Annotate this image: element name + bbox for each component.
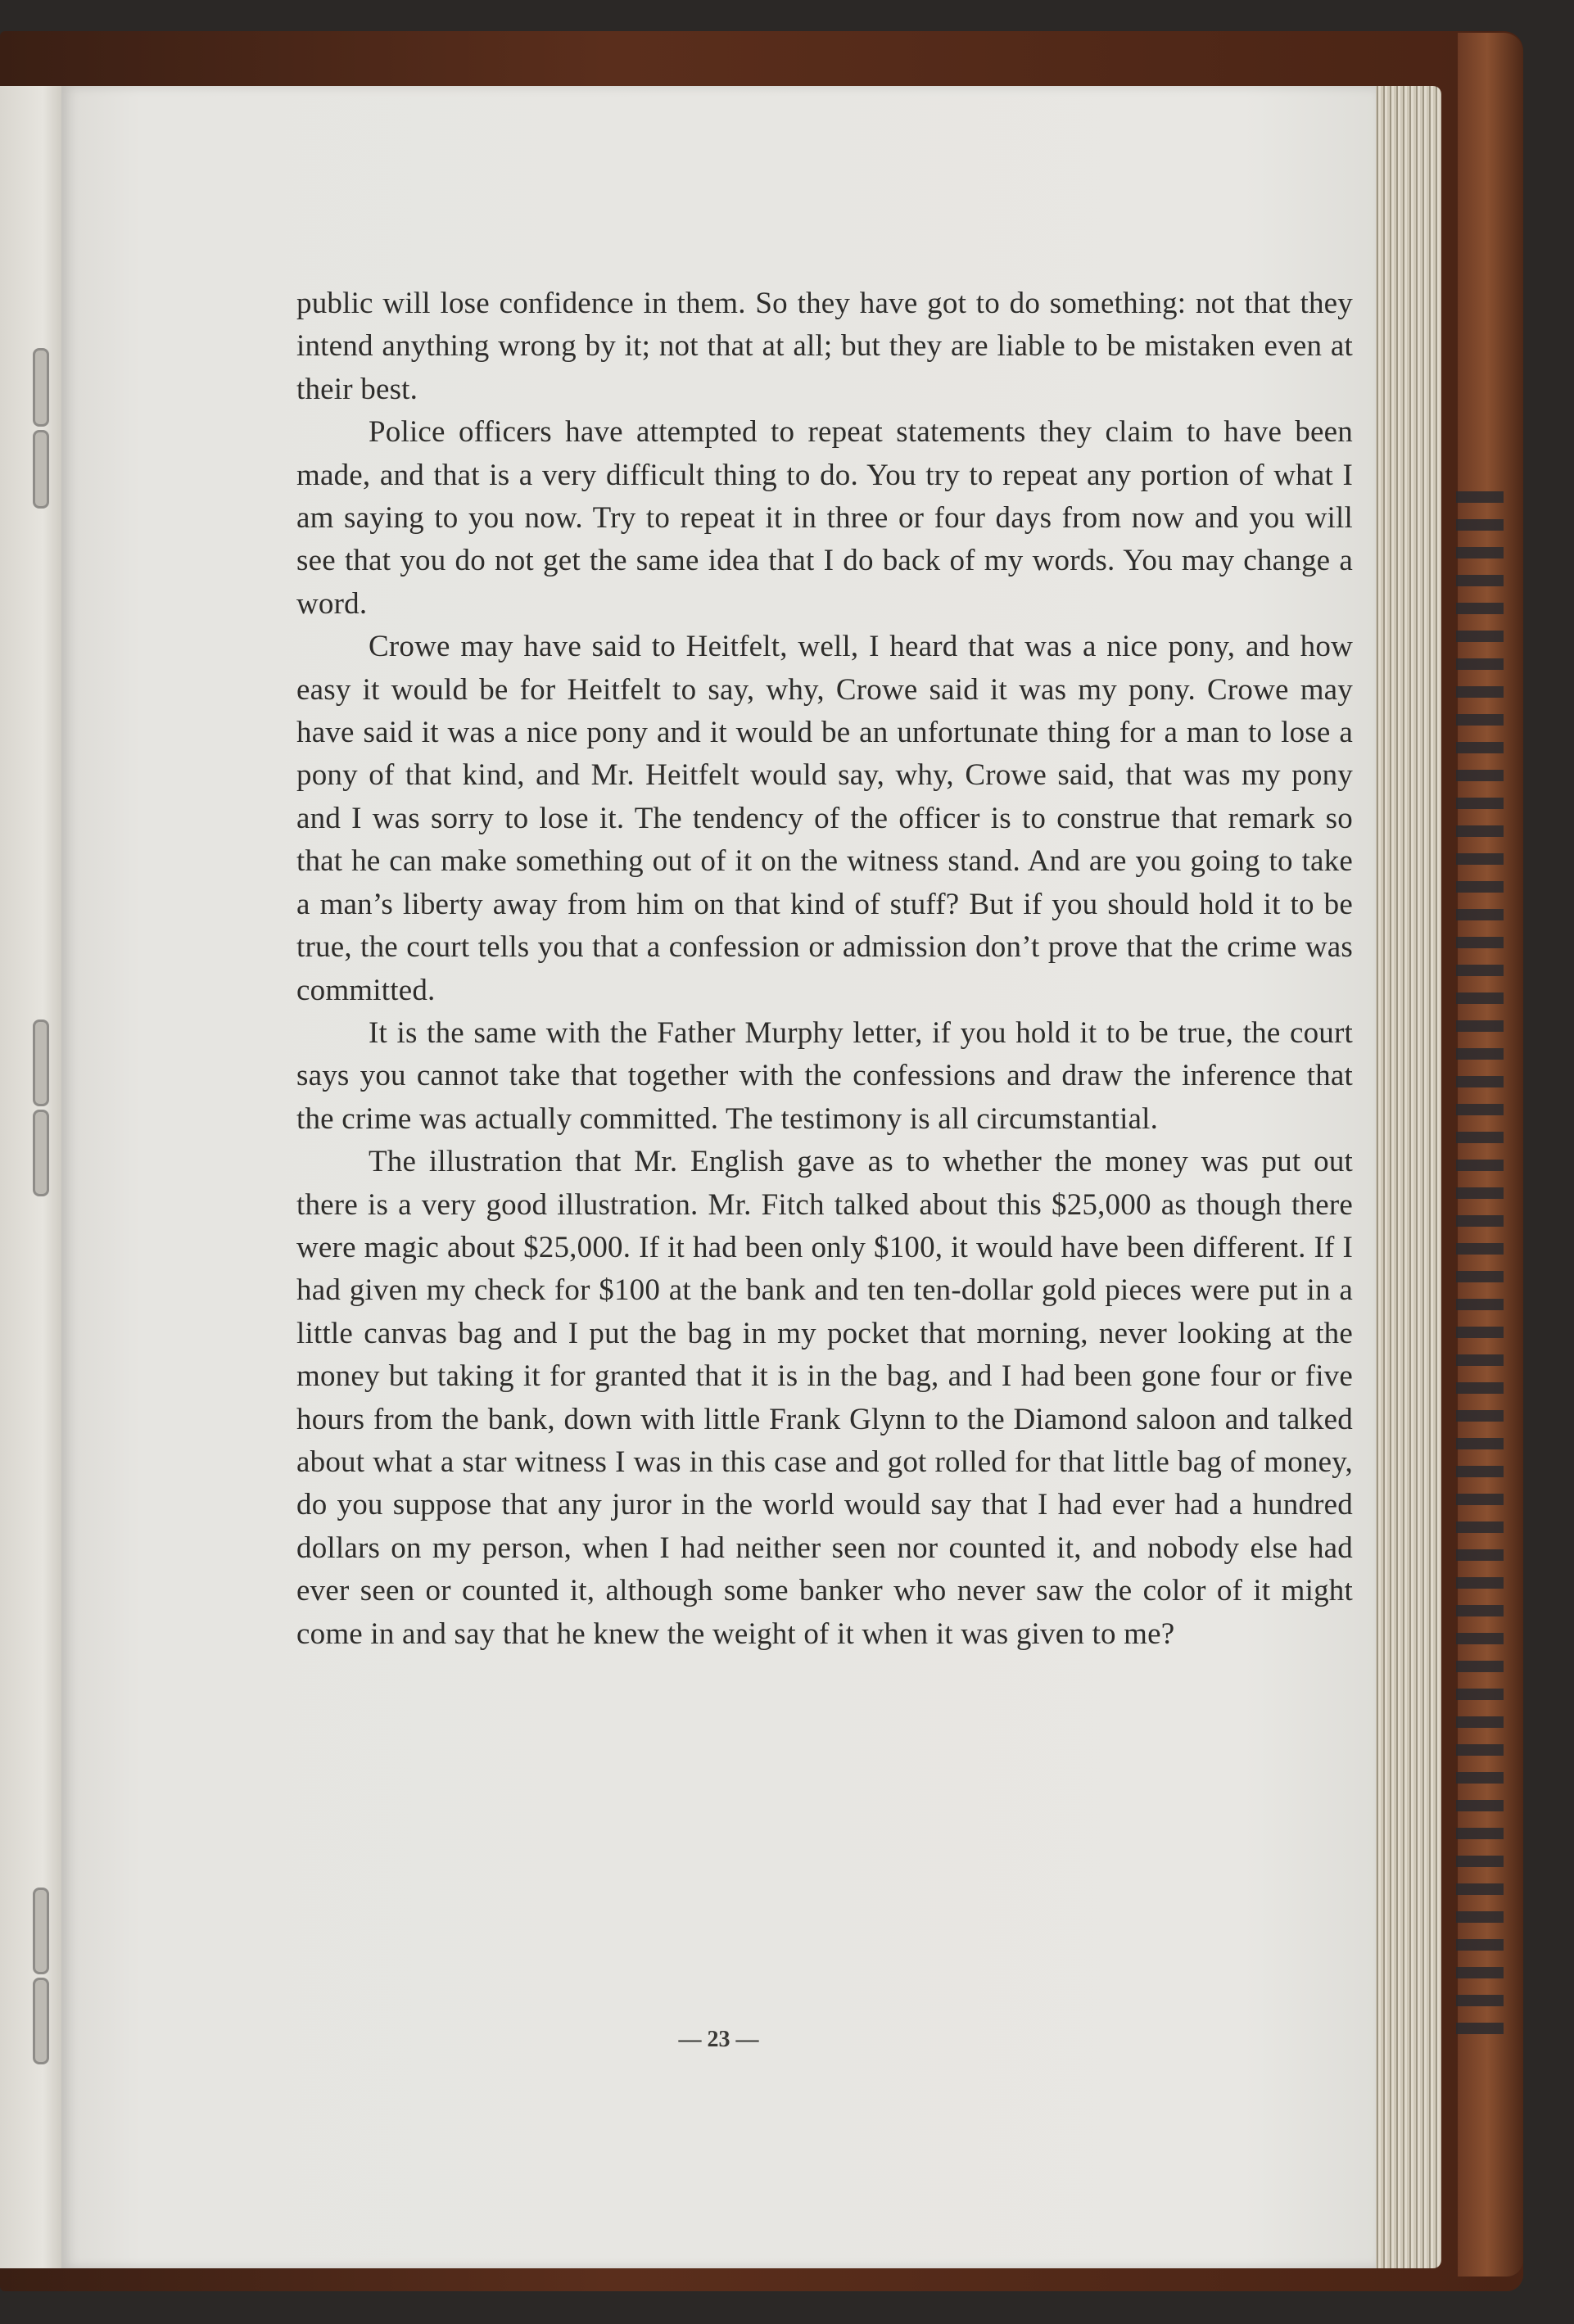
binding-stitch <box>33 1020 49 1106</box>
binding-stitch <box>33 430 49 509</box>
paragraph: It is the same with the Father Murphy letter, if you hold it to be true, the court says you cannot take that together with the confessions and draw the inference that the crime was actually committed. The testimony is all circumstantial. <box>296 1015 1353 1136</box>
paragraph: Crowe may have said to Heitfelt, well, I heard that was a nice pony, and how easy it would be for Heitfelt to say, why, Crowe said it was my pony. Crowe may have said it was a nice pony and it would be an unfortunate thing for a man to lose a pony of that kind, and Mr. Heitfelt would say, why, Crowe said, that was my pony and I was sorry to lose it. The tendency of the officer is to construe that remark so that he can make something out of it on the witness stand. And are you going to take a man’s liberty away from him on that kind of stuff? But if you should hold it to be true, the court tells you that a confession or admission don’t prove that the crime was committed. <box>296 630 1353 1007</box>
page-number: — 23 — <box>678 2027 759 2052</box>
book-page <box>61 86 1376 2268</box>
left-page-sliver <box>0 86 61 2268</box>
paragraph: Police officers have attempted to repeat statements they claim to have been made, and that is a very difficult thing to do. You try to repeat any portion of what I am saying to you now. Try to repeat it in three or four days from now and you will see that you do not get the same idea that I do back of my words. You may change a word. <box>296 415 1353 621</box>
binding-stitch <box>33 1888 49 1974</box>
paragraph: public will lose confidence in them. So they have got to do something: not that they intend anything wrong by it; not that at all; but they are liable to be mistaken even at their best. <box>296 287 1353 406</box>
binding-stitch <box>33 1110 49 1196</box>
binding-stitch <box>33 1978 49 2064</box>
paragraph: The illustration that Mr. English gave as to whether the money was put out there is a very good illustration. Mr. Fitch talked about this $25,000 as though there were magic about $25,000. If it had been only $100, it would have been different. If I had given my check for $100 at the bank and ten ten-dollar gold pieces were put in a little canvas bag and I put the bag in my pocket that morning, never looking at the money but taking it for granted that it is in the bag, and I had been gone four or five hours from the bank, down with little Frank Glynn to the Diamond saloon and talked about what a star witness I was in this case and got rolled for that little bag of money, do you suppose that any juror in the world would say that I had ever had a hundred dollars on my person, when I had neither seen nor counted it, and nobody else had ever seen or counted it, although some banker who never saw the color of it might come in and say that he knew the weight of it when it was given to me? <box>296 1145 1353 1651</box>
binding-stitch <box>33 348 49 427</box>
page-body-text <box>296 283 1353 1656</box>
fore-edge-ticks <box>1456 491 1504 2047</box>
page-block-edge <box>1368 86 1441 2268</box>
